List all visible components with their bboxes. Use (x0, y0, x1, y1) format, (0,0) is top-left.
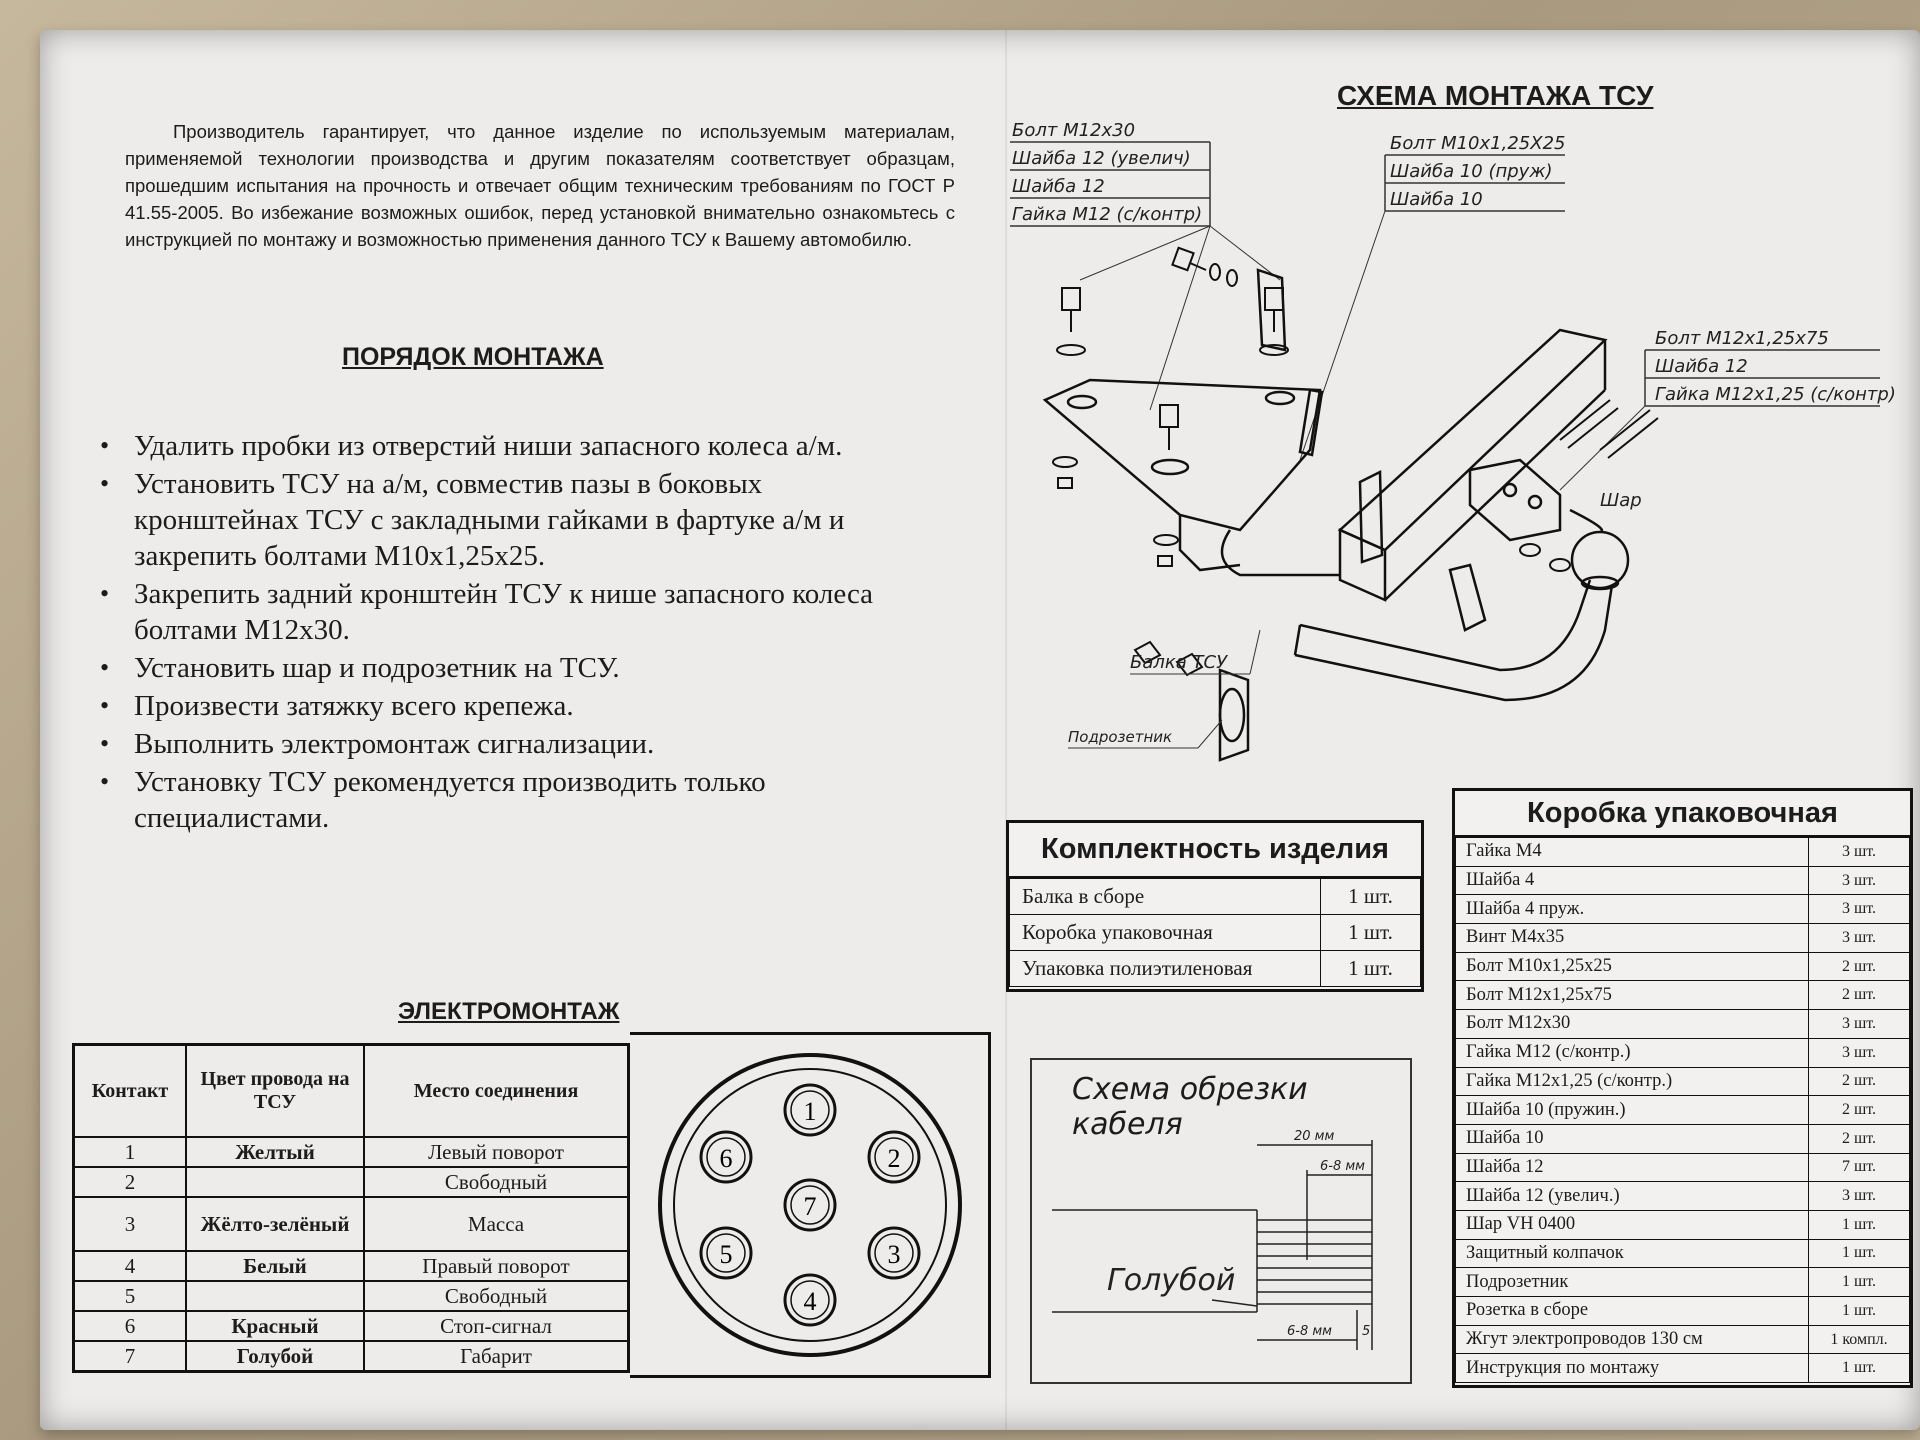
table-row (1456, 1182, 1910, 1211)
tow-ball (1295, 510, 1628, 700)
package-item-name: Болт М12х30 (1456, 1010, 1809, 1039)
pin-1 (785, 1085, 835, 1135)
label-beam: Балка ТСУ (1130, 652, 1228, 673)
pin-2 (869, 1132, 919, 1182)
package-item-qty: 3 шт. (1809, 866, 1910, 895)
dim-6-8mm-top: 6-8 мм (1320, 1159, 1365, 1174)
table-row (1456, 1153, 1910, 1182)
table-row (74, 1197, 629, 1251)
package-item-qty: 2 шт. (1809, 1067, 1910, 1096)
package-item-qty: 1 шт. (1809, 1354, 1910, 1383)
svg-text:4: 4 (803, 1287, 817, 1316)
wire-color: Жёлто-зелёный (186, 1197, 364, 1251)
table-row (1010, 915, 1421, 951)
table-row (1456, 1124, 1910, 1153)
package-item-name: Гайка М4 (1456, 838, 1809, 867)
table-row (74, 1137, 629, 1167)
package-item-name: Гайка М12х1,25 (с/контр.) (1456, 1067, 1809, 1096)
table-row (74, 1167, 629, 1197)
svg-text:Гайка М12х1,25 (с/контр): Гайка М12х1,25 (с/контр) (1655, 384, 1896, 405)
package-item-qty: 3 шт. (1809, 924, 1910, 953)
contact-number: 5 (74, 1281, 187, 1311)
connection-place: Свободный (364, 1167, 629, 1197)
package-item-name: Инструкция по монтажу (1456, 1354, 1809, 1383)
svg-text:Болт М12х1,25х75: Болт М12х1,25х75 (1655, 328, 1829, 349)
callout-middle (1300, 133, 1565, 460)
table-row (1456, 1354, 1910, 1383)
table-row (1456, 952, 1910, 981)
installation-order-title: ПОРЯДОК МОНТАЖА (342, 343, 604, 371)
table-row (1456, 1268, 1910, 1297)
wire-color (186, 1281, 364, 1311)
package-item-name: Подрозетник (1456, 1268, 1809, 1297)
label-socket-bracket: Подрозетник (1068, 728, 1173, 746)
socket-diagram (630, 1032, 991, 1378)
table-row (1456, 1210, 1910, 1239)
package-item-name: Шайба 10 (1456, 1124, 1809, 1153)
table-row (74, 1311, 629, 1341)
scheme-title: СХЕМА МОНТАЖА ТСУ (1337, 80, 1654, 111)
connection-place: Левый поворот (364, 1137, 629, 1167)
header-contact: Контакт (74, 1045, 187, 1138)
towbar-beam (1222, 270, 1605, 630)
contact-number: 6 (74, 1311, 187, 1341)
pin-6 (701, 1132, 751, 1182)
package-item-qty: 3 шт. (1809, 1010, 1910, 1039)
pin-5 (701, 1228, 751, 1278)
wire-color: Голубой (186, 1341, 364, 1372)
kit-item-qty: 1 шт. (1321, 879, 1421, 915)
svg-text:Шайба 10: Шайба 10 (1390, 189, 1483, 210)
table-row (1456, 1297, 1910, 1326)
package-item-name: Шайба 12 (1456, 1153, 1809, 1182)
package-contents-table (1452, 788, 1913, 1388)
table-row (1456, 981, 1910, 1010)
package-item-name: Шайба 4 (1456, 866, 1809, 895)
package-item-name: Шар VH 0400 (1456, 1210, 1809, 1239)
connection-place: Габарит (364, 1341, 629, 1372)
wiring-title: ЭЛЕКТРОМОНТАЖ (398, 998, 620, 1025)
wire-color (186, 1167, 364, 1197)
table-row (74, 1281, 629, 1311)
callout-right (1560, 328, 1896, 490)
wire-color: Белый (186, 1251, 364, 1281)
table-row (1456, 1096, 1910, 1125)
package-item-name: Болт М10х1,25х25 (1456, 952, 1809, 981)
svg-text:2: 2 (887, 1144, 901, 1173)
installation-step: • Удалить пробки из отверстий ниши запасного колеса а/м. (100, 428, 930, 464)
installation-step: • Произвести затяжку всего крепежа. (100, 688, 930, 724)
table-row (1456, 1067, 1910, 1096)
installation-step: • Закрепить задний кронштейн ТСУ к нише запасного колеса болтами М12х30. (100, 576, 930, 648)
package-item-qty: 2 шт. (1809, 1096, 1910, 1125)
contact-number: 4 (74, 1251, 187, 1281)
package-item-qty: 7 шт. (1809, 1153, 1910, 1182)
kit-item-qty: 1 шт. (1321, 951, 1421, 987)
rear-bracket-plate (1045, 380, 1322, 570)
svg-text:Шайба 12: Шайба 12 (1012, 176, 1105, 197)
package-item-name: Шайба 10 (пружин.) (1456, 1096, 1809, 1125)
cable-wires (1257, 1220, 1372, 1304)
package-item-name: Шайба 12 (увелич.) (1456, 1182, 1809, 1211)
warranty-paragraph: Производитель гарантирует, что данное изделие по используемым материалам, применяемой технологии производства и другим показателям соответствует образцам, прошедшим испытания на прочность и отвечает общим техническим требованиям по ГОСТ Р 41.55-2005. Во избежание возможных ошибок, перед установкой внимательно ознакомьтесь с инструкцией по монтажу и возможностью применения данного ТСУ к Вашему автомобилю. (125, 121, 955, 250)
svg-text:1: 1 (803, 1097, 817, 1126)
dim-6-8mm-bottom: 6-8 мм (1287, 1324, 1332, 1339)
svg-text:Шайба 10 (пруж): Шайба 10 (пруж) (1390, 161, 1553, 182)
cable-cut-scheme (1030, 1058, 1412, 1384)
connection-place: Стоп-сигнал (364, 1311, 629, 1341)
table-row (1010, 879, 1421, 915)
package-title: Коробка упаковочная (1455, 791, 1910, 837)
installation-step: • Установить ТСУ на а/м, совместив пазы в боковых кронштейнах ТСУ с закладными гайками в фартуке а/м и закрепить болтами М10х1,25х25. (100, 466, 930, 574)
header-wire-color: Цвет провода на ТСУ (186, 1045, 364, 1138)
dim-20mm: 20 мм (1294, 1129, 1335, 1144)
svg-text:Гайка М12 (с/контр): Гайка М12 (с/контр) (1012, 204, 1203, 225)
connection-place: Масса (364, 1197, 629, 1251)
table-row (1456, 895, 1910, 924)
package-item-qty: 1 шт. (1809, 1268, 1910, 1297)
package-item-name: Розетка в сборе (1456, 1297, 1809, 1326)
header-connection-place: Место соединения (364, 1045, 629, 1138)
package-item-qty: 1 шт. (1809, 1239, 1910, 1268)
table-row (1456, 1325, 1910, 1354)
table-row (1010, 951, 1421, 987)
package-item-qty: 1 шт. (1809, 1297, 1910, 1326)
package-item-qty: 2 шт. (1809, 1124, 1910, 1153)
callout-left (1010, 120, 1280, 410)
connection-place: Свободный (364, 1281, 629, 1311)
svg-text:5: 5 (719, 1240, 733, 1269)
table-row (1456, 924, 1910, 953)
pin-3 (869, 1228, 919, 1278)
package-item-qty: 3 шт. (1809, 1182, 1910, 1211)
table-row (74, 1341, 629, 1372)
wire-color: Красный (186, 1311, 364, 1341)
pin-4 (785, 1275, 835, 1325)
package-item-qty: 1 шт. (1809, 1210, 1910, 1239)
socket-bracket (1220, 670, 1248, 760)
svg-text:Болт М12х30: Болт М12х30 (1012, 120, 1136, 141)
package-item-qty: 2 шт. (1809, 981, 1910, 1010)
socket-pins (701, 1085, 919, 1325)
cable-drawing (1032, 1060, 1410, 1382)
cable-title: Схема обрезки кабеля (1072, 1072, 1308, 1142)
installation-step: • Установить шар и подрозетник на ТСУ. (100, 650, 930, 686)
package-item-qty: 3 шт. (1809, 1038, 1910, 1067)
svg-text:6: 6 (719, 1144, 733, 1173)
towbar-assembly-diagram (1000, 110, 1900, 790)
table-row (1456, 1239, 1910, 1268)
contact-number: 3 (74, 1197, 187, 1251)
package-item-qty: 3 шт. (1809, 895, 1910, 924)
svg-text:Шайба 12: Шайба 12 (1655, 356, 1748, 377)
label-ball: Шар (1600, 490, 1642, 511)
kit-item-name: Балка в сборе (1010, 879, 1321, 915)
wiring-header-row (74, 1045, 629, 1138)
package-item-name: Жгут электропроводов 130 см (1456, 1325, 1809, 1354)
wiring-table (72, 1043, 630, 1373)
installation-steps-list (100, 428, 930, 838)
table-row (1456, 866, 1910, 895)
package-item-qty: 3 шт. (1809, 838, 1910, 867)
svg-text:Болт М10х1,25Х25: Болт М10х1,25Х25 (1390, 133, 1566, 154)
package-item-name: Шайба 4 пруж. (1456, 895, 1809, 924)
package-item-qty: 2 шт. (1809, 952, 1910, 981)
bolts-m10 (1172, 248, 1237, 286)
bolts-m12 (1053, 288, 1288, 566)
wire-label-blue: Голубой (1107, 1263, 1236, 1298)
kit-item-name: Упаковка полиэтиленовая (1010, 951, 1321, 987)
package-item-name: Гайка М12 (с/контр.) (1456, 1038, 1809, 1067)
kit-item-qty: 1 шт. (1321, 915, 1421, 951)
installation-step: • Установку ТСУ рекомендуется производить только специалистами. (100, 764, 930, 836)
kit-contents-table (1006, 820, 1424, 992)
contact-number: 2 (74, 1167, 187, 1197)
wire-color: Желтый (186, 1137, 364, 1167)
connection-place: Правый поворот (364, 1251, 629, 1281)
table-row (1456, 1010, 1910, 1039)
package-item-name: Защитный колпачок (1456, 1239, 1809, 1268)
svg-text:3: 3 (887, 1240, 901, 1269)
package-item-name: Винт М4х35 (1456, 924, 1809, 953)
table-row (74, 1251, 629, 1281)
svg-text:7: 7 (803, 1192, 817, 1221)
installation-step: • Выполнить электромонтаж сигнализации. (100, 726, 930, 762)
package-item-qty: 1 компл. (1809, 1325, 1910, 1354)
kit-title: Комплектность изделия (1009, 823, 1421, 878)
contact-number: 1 (74, 1137, 187, 1167)
svg-text:Шайба 12 (увелич): Шайба 12 (увелич) (1012, 148, 1191, 169)
package-item-name: Болт М12х1,25х75 (1456, 981, 1809, 1010)
socket-drawing (630, 1035, 988, 1375)
dim-5: 5 (1362, 1324, 1371, 1339)
table-row (1456, 838, 1910, 867)
ball-mount-plates (1470, 460, 1560, 540)
table-row (1456, 1038, 1910, 1067)
kit-item-name: Коробка упаковочная (1010, 915, 1321, 951)
pin-7 (785, 1180, 835, 1230)
contact-number: 7 (74, 1341, 187, 1372)
